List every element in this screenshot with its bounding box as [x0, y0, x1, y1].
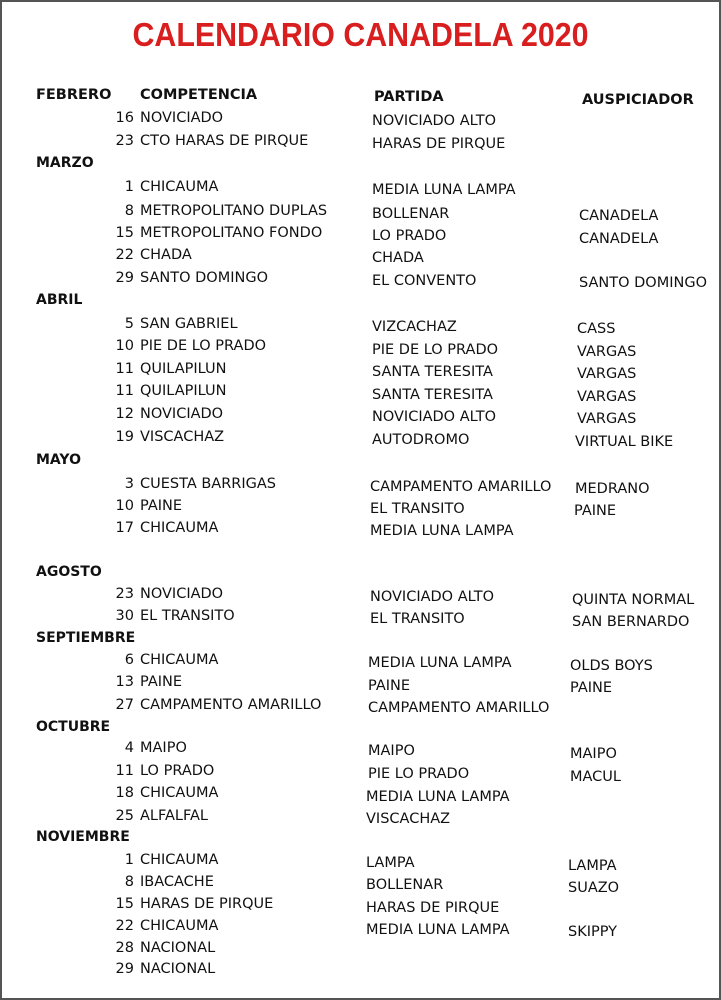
row-day: 28: [115, 940, 134, 956]
row-competencia: IBACACHE: [140, 874, 214, 890]
row-competencia: QUILAPILUN: [140, 361, 227, 377]
month-label: ABRIL: [36, 292, 83, 308]
column-header-partida: PARTIDA: [374, 89, 444, 105]
row-competencia: VISCACHAZ: [140, 429, 225, 445]
row-competencia: HARAS DE PIRQUE: [140, 896, 274, 912]
row-partida: MEDIA LUNA LAMPA: [372, 182, 516, 198]
row-auspiciador: MEDRANO: [575, 481, 650, 497]
row-partida: NOVICIADO ALTO: [370, 589, 494, 605]
month-label: SEPTIEMBRE: [36, 630, 136, 646]
row-auspiciador: PAINE: [570, 680, 613, 696]
row-auspiciador: LAMPA: [568, 858, 617, 874]
row-auspiciador: VIRTUAL BIKE: [575, 434, 674, 450]
row-day: 1: [124, 179, 134, 195]
row-day: 10: [115, 338, 134, 354]
row-day: 16: [115, 110, 134, 126]
row-day: 22: [115, 247, 134, 263]
row-day: 8: [124, 203, 134, 219]
row-day: 29: [115, 961, 134, 977]
row-competencia: SANTO DOMINGO: [140, 270, 268, 286]
row-partida: LAMPA: [366, 855, 415, 871]
row-day: 23: [115, 586, 134, 602]
row-auspiciador: MAIPO: [570, 746, 617, 762]
row-partida: VIZCACHAZ: [372, 319, 457, 335]
row-partida: AUTODROMO: [372, 432, 470, 448]
row-partida: HARAS DE PIRQUE: [372, 136, 506, 152]
row-auspiciador: VARGAS: [577, 411, 637, 427]
row-day: 8: [124, 874, 134, 890]
row-day: 25: [115, 808, 134, 824]
row-competencia: EL TRANSITO: [140, 608, 235, 624]
row-day: 17: [115, 520, 134, 536]
row-competencia: LO PRADO: [140, 763, 215, 779]
column-header-competencia: COMPETENCIA: [140, 87, 258, 103]
row-partida: LO PRADO: [372, 228, 447, 244]
row-auspiciador: SKIPPY: [568, 924, 618, 940]
row-day: 11: [115, 763, 134, 779]
month-header-febrero: FEBRERO: [36, 87, 112, 103]
row-day: 12: [115, 406, 134, 422]
row-partida: MEDIA LUNA LAMPA: [368, 655, 512, 671]
row-day: 6: [124, 652, 134, 668]
row-competencia: METROPOLITANO FONDO: [140, 225, 323, 241]
row-partida: SANTA TERESITA: [372, 364, 493, 380]
row-day: 15: [115, 896, 134, 912]
row-auspiciador: VARGAS: [577, 389, 637, 405]
row-auspiciador: VARGAS: [577, 344, 637, 360]
row-day: 15: [115, 225, 134, 241]
row-partida: PIE DE LO PRADO: [372, 342, 499, 358]
row-auspiciador: MACUL: [570, 769, 621, 785]
column-header-auspiciador: AUSPICIADOR: [582, 92, 694, 108]
row-day: 19: [115, 429, 134, 445]
row-day: 27: [115, 697, 134, 713]
row-auspiciador: OLDS BOYS: [570, 658, 653, 674]
row-day: 10: [115, 498, 134, 514]
row-day: 13: [115, 674, 134, 690]
row-partida: VISCACHAZ: [366, 811, 451, 827]
row-competencia: NOVICIADO: [140, 110, 224, 126]
row-auspiciador: SAN BERNARDO: [572, 614, 690, 630]
row-competencia: ALFALFAL: [140, 808, 209, 824]
row-day: 22: [115, 918, 134, 934]
row-competencia: NOVICIADO: [140, 586, 224, 602]
month-label: OCTUBRE: [36, 719, 111, 735]
row-day: 5: [124, 316, 134, 332]
row-competencia: NACIONAL: [140, 940, 216, 956]
row-competencia: SAN GABRIEL: [140, 316, 238, 332]
row-auspiciador: PAINE: [574, 503, 617, 519]
row-day: 29: [115, 270, 134, 286]
row-day: 1: [124, 852, 134, 868]
row-partida: MEDIA LUNA LAMPA: [366, 789, 510, 805]
row-partida: PAINE: [368, 678, 411, 694]
row-competencia: CHICAUMA: [140, 785, 219, 801]
row-day: 11: [115, 361, 134, 377]
row-competencia: CTO HARAS DE PIRQUE: [140, 133, 309, 149]
row-auspiciador: VARGAS: [577, 366, 637, 382]
row-competencia: CHADA: [140, 247, 192, 263]
row-day: 18: [115, 785, 134, 801]
row-partida: CHADA: [372, 250, 424, 266]
row-day: 23: [115, 133, 134, 149]
month-label: MARZO: [36, 155, 94, 171]
row-day: 11: [115, 383, 134, 399]
row-competencia: QUILAPILUN: [140, 383, 227, 399]
row-auspiciador: SANTO DOMINGO: [579, 275, 707, 291]
row-partida: BOLLENAR: [372, 206, 450, 222]
row-partida: EL TRANSITO: [370, 611, 465, 627]
row-day: 3: [124, 476, 134, 492]
row-competencia: MAIPO: [140, 740, 187, 756]
month-label: AGOSTO: [36, 564, 102, 580]
row-competencia: CHICAUMA: [140, 520, 219, 536]
row-competencia: CHICAUMA: [140, 652, 219, 668]
row-competencia: PAINE: [140, 498, 183, 514]
row-competencia: NOVICIADO: [140, 406, 224, 422]
row-partida: MAIPO: [368, 743, 415, 759]
row-day: 4: [124, 740, 134, 756]
row-competencia: NACIONAL: [140, 961, 216, 977]
row-competencia: CAMPAMENTO AMARILLO: [140, 697, 322, 713]
row-partida: CAMPAMENTO AMARILLO: [368, 700, 550, 716]
row-competencia: PIE DE LO PRADO: [140, 338, 267, 354]
row-competencia: CHICAUMA: [140, 918, 219, 934]
month-label: MAYO: [36, 452, 81, 468]
row-competencia: CHICAUMA: [140, 179, 219, 195]
row-partida: HARAS DE PIRQUE: [366, 900, 500, 916]
row-auspiciador: QUINTA NORMAL: [572, 592, 695, 608]
month-label: NOVIEMBRE: [36, 829, 130, 845]
row-auspiciador: CANADELA: [579, 231, 659, 247]
row-partida: NOVICIADO ALTO: [372, 113, 496, 129]
row-partida: PIE LO PRADO: [368, 766, 470, 782]
row-partida: CAMPAMENTO AMARILLO: [370, 479, 552, 495]
row-partida: MEDIA LUNA LAMPA: [370, 523, 514, 539]
row-competencia: CUESTA BARRIGAS: [140, 476, 277, 492]
row-auspiciador: SUAZO: [568, 880, 620, 896]
row-competencia: PAINE: [140, 674, 183, 690]
page-title: CALENDARIO CANADELA 2020: [132, 16, 589, 53]
row-auspiciador: CASS: [577, 321, 616, 337]
row-partida: BOLLENAR: [366, 877, 444, 893]
row-partida: MEDIA LUNA LAMPA: [366, 922, 510, 938]
row-auspiciador: CANADELA: [579, 208, 659, 224]
row-day: 30: [115, 608, 134, 624]
row-competencia: CHICAUMA: [140, 852, 219, 868]
row-partida: EL TRANSITO: [370, 501, 465, 517]
row-competencia: METROPOLITANO DUPLAS: [140, 203, 328, 219]
row-partida: EL CONVENTO: [372, 273, 477, 289]
row-partida: SANTA TERESITA: [372, 387, 493, 403]
row-partida: NOVICIADO ALTO: [372, 409, 496, 425]
